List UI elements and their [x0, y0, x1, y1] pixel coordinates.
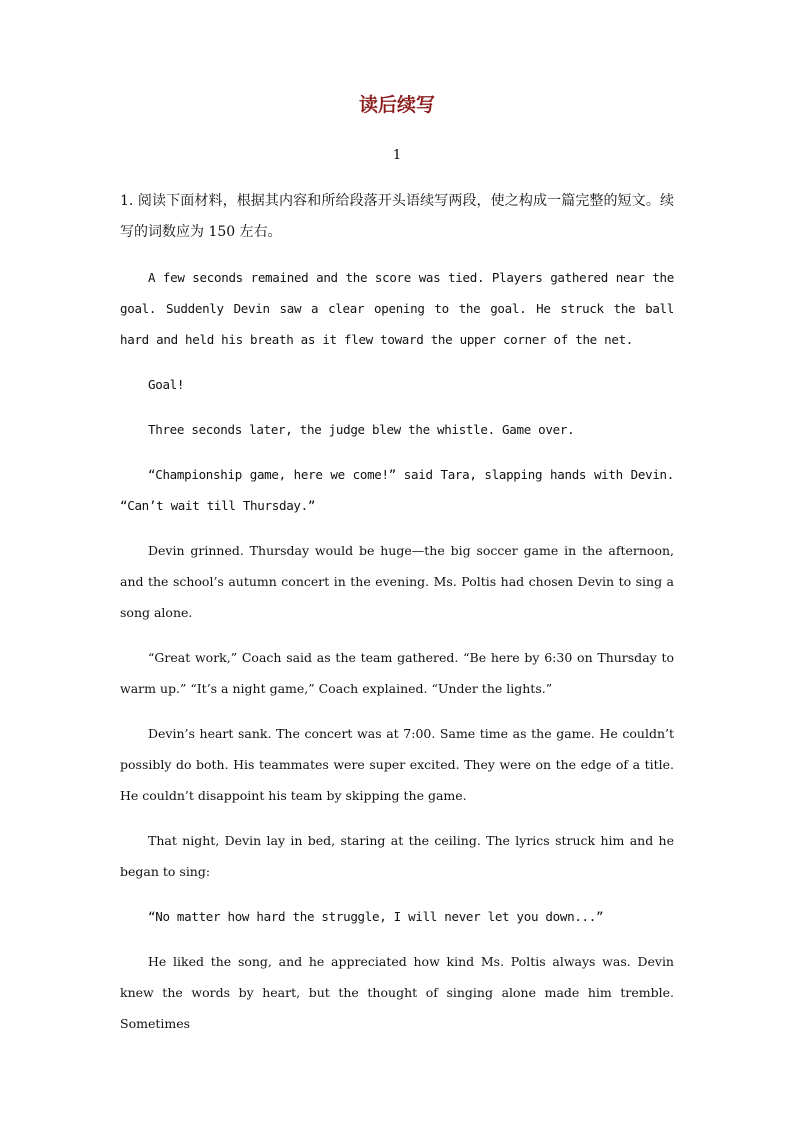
document-body [120, 186, 674, 1053]
paragraph: He liked the song, and he appreciated how kind Ms. Poltis always was. Devin knew the words by heart, but the thought of singing alone made him tremble. Sometimes [120, 954, 674, 1031]
paragraph: “Championship game, here we come!” said Tara, slapping hands with Devin. “Can’t wait till Thursday.” [120, 467, 674, 513]
paragraph: “No matter how hard the struggle, I will never let you down...” [148, 909, 604, 924]
paragraph: Goal! [148, 377, 185, 392]
paragraph: Devin grinned. Thursday would be huge—the big soccer game in the afternoon, and the school’s autumn concert in the evening. Ms. Poltis had chosen Devin to sing a song alone. [120, 543, 674, 620]
paragraph: Three seconds later, the judge blew the whistle. Game over. [148, 422, 575, 437]
page-number: 1 [392, 148, 402, 163]
paragraph: “Great work,” Coach said as the team gathered. “Be here by 6:30 on Thursday to warm up.” “It’s a night game,” Coach explained. “Under the lights.” [120, 650, 674, 696]
question-prompt: 1. 阅读下面材料，根据其内容和所给段落开头语续写两段，使之构成一篇完整的短文。续写的词数应为 150 左右。 [120, 193, 674, 240]
paragraph: That night, Devin lay in bed, staring at the ceiling. The lyrics struck him and he began to sing: [120, 833, 674, 879]
document-title: 读后续写 [358, 94, 435, 116]
paragraph: Devin’s heart sank. The concert was at 7:00. Same time as the game. He couldn’t possibly do both. His teammates were super excited. They were on the edge of a title. He couldn’t disappoint his team by skipping the game. [120, 726, 674, 803]
paragraph: A few seconds remained and the score was tied. Players gathered near the goal. Suddenly Devin saw a clear opening to the goal. He struck the ball hard and held his breath as it flew toward the upper corner of the net. [120, 270, 674, 347]
